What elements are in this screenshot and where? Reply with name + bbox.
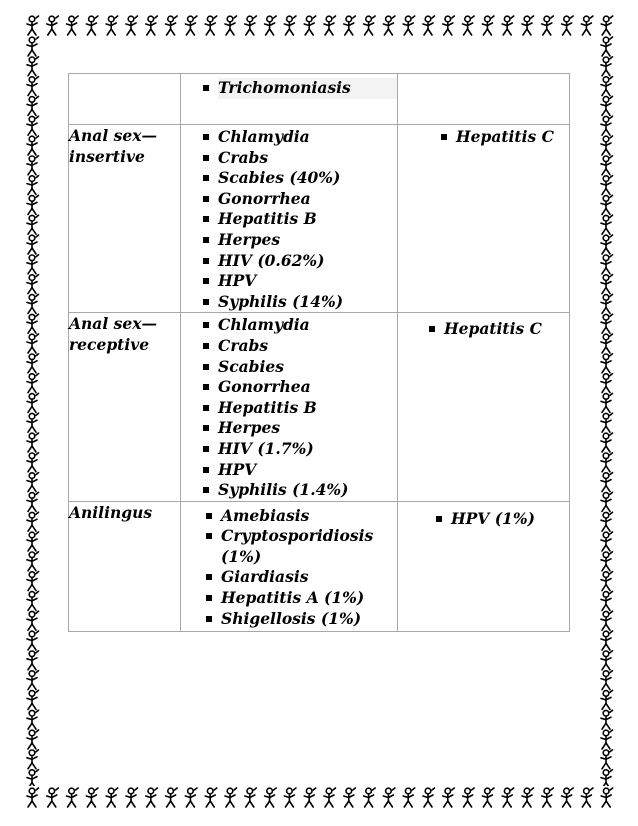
stick-figure-icon <box>601 334 613 353</box>
sti-risk-table <box>68 73 570 632</box>
stick-figure-icon <box>601 136 613 155</box>
stick-figure-icon <box>522 16 534 35</box>
stick-figure-icon <box>482 788 494 807</box>
stick-figure-icon <box>601 433 613 452</box>
stick-figure-icon <box>205 788 217 807</box>
stick-figure-icon <box>502 788 514 807</box>
activity-cell <box>69 74 181 125</box>
stick-figure-icon <box>27 393 39 412</box>
stick-figure-icon <box>463 16 475 35</box>
stick-figure-icon <box>27 453 39 472</box>
stick-figure-icon <box>522 788 534 807</box>
stick-figure-icon <box>284 788 296 807</box>
table-row <box>69 74 570 125</box>
stick-figure-icon <box>601 314 613 333</box>
stick-figure-icon <box>304 788 316 807</box>
stick-figure-icon <box>27 690 39 709</box>
diseases-cell <box>181 74 398 125</box>
stick-figure-icon <box>126 788 138 807</box>
stick-figure-icon <box>27 492 39 511</box>
stick-figure-icon <box>27 16 39 35</box>
stick-figure-icon <box>324 788 336 807</box>
page-border-bottom <box>22 786 616 808</box>
stick-figure-icon <box>265 788 277 807</box>
stick-figure-icon <box>27 473 39 492</box>
diseases-cell <box>181 501 398 631</box>
stick-figure-icon <box>542 788 554 807</box>
list-item: Syphilis (14%) <box>218 292 397 313</box>
stick-figure-icon <box>423 16 435 35</box>
activity-cell: Anilingus <box>69 501 181 631</box>
stick-figure-icon <box>27 374 39 393</box>
stick-figure-icon <box>601 413 613 432</box>
list-item: Giardiasis <box>221 567 397 588</box>
stick-figure-icon <box>562 788 574 807</box>
stick-figure-icon <box>601 591 613 610</box>
stick-figure-icon <box>27 275 39 294</box>
stick-figure-icon <box>601 492 613 511</box>
stick-figure-icon <box>581 788 593 807</box>
table-row <box>69 313 570 501</box>
other-diseases-cell <box>398 74 570 125</box>
page-border-left <box>22 36 42 786</box>
stick-figure-icon <box>601 671 613 690</box>
list-item: Hepatitis A (1%) <box>221 588 397 609</box>
stick-figure-icon <box>27 116 39 135</box>
list-item: Herpes <box>218 418 397 439</box>
stick-figure-icon <box>27 532 39 551</box>
stick-figure-icon <box>601 156 613 175</box>
stick-figure-icon <box>601 453 613 472</box>
stick-figure-icon <box>185 788 197 807</box>
stick-figure-icon <box>27 710 39 729</box>
list-item: Syphilis (1.4%) <box>218 480 397 501</box>
stick-figure-icon <box>344 16 356 35</box>
list-item: Crabs <box>218 148 397 169</box>
stick-figure-icon <box>463 788 475 807</box>
stick-figure-icon <box>27 631 39 650</box>
stick-figure-icon <box>265 16 277 35</box>
stick-figure-icon <box>27 37 39 56</box>
stick-figure-icon <box>601 354 613 373</box>
stick-figure-icon <box>86 788 98 807</box>
stick-figure-icon <box>542 16 554 35</box>
stick-figure-icon <box>225 16 237 35</box>
list-item: Amebiasis <box>221 506 397 527</box>
stick-figure-icon <box>383 16 395 35</box>
list-item: Hepatitis C <box>456 127 569 148</box>
stick-figure-icon <box>27 512 39 531</box>
list-item: HIV (1.7%) <box>218 439 397 460</box>
stick-figure-icon <box>601 690 613 709</box>
stick-figure-icon <box>601 57 613 76</box>
stick-figure-icon <box>126 16 138 35</box>
other-diseases-cell <box>398 501 570 631</box>
stick-figure-icon <box>423 788 435 807</box>
stick-figure-icon <box>47 788 59 807</box>
stick-figure-icon <box>106 788 118 807</box>
stick-figure-icon <box>403 16 415 35</box>
activity-cell: Anal sex—insertive <box>69 125 181 313</box>
page-border-right <box>596 36 616 786</box>
stick-figure-icon <box>166 16 178 35</box>
stick-figure-icon <box>601 532 613 551</box>
table-row <box>69 501 570 631</box>
list-item: HPV (1%) <box>451 509 569 530</box>
table-row <box>69 125 570 313</box>
stick-figure-icon <box>27 611 39 630</box>
other-diseases-cell <box>398 125 570 313</box>
stick-figure-icon <box>601 374 613 393</box>
stick-figure-icon <box>562 16 574 35</box>
stick-figure-icon <box>601 710 613 729</box>
stick-figure-icon <box>601 552 613 571</box>
stick-figure-icon <box>601 96 613 115</box>
other-diseases-cell <box>398 313 570 501</box>
stick-figure-icon <box>482 16 494 35</box>
diseases-cell <box>181 125 398 313</box>
stick-figure-icon <box>581 16 593 35</box>
stick-figure-icon <box>146 16 158 35</box>
stick-figure-icon <box>601 77 613 96</box>
stick-figure-icon <box>601 788 613 807</box>
stick-figure-icon <box>601 116 613 135</box>
stick-figure-icon <box>27 96 39 115</box>
stick-figure-icon <box>27 57 39 76</box>
activity-cell: Anal sex—receptive <box>69 313 181 501</box>
stick-figure-icon <box>27 156 39 175</box>
list-item: Scabies (40%) <box>218 168 397 189</box>
stick-figure-icon <box>27 750 39 769</box>
stick-figure-icon <box>601 651 613 670</box>
list-item: Crabs <box>218 336 397 357</box>
stick-figure-icon <box>601 294 613 313</box>
stick-figure-icon <box>27 770 39 786</box>
stick-figure-icon <box>27 294 39 313</box>
stick-figure-icon <box>27 354 39 373</box>
stick-figure-icon <box>27 413 39 432</box>
stick-figure-icon <box>245 16 256 35</box>
stick-figure-icon <box>27 572 39 591</box>
stick-figure-icon <box>106 16 118 35</box>
list-item: HPV <box>218 460 397 481</box>
list-item: HPV <box>218 271 397 292</box>
stick-figure-icon <box>364 788 376 807</box>
stick-figure-icon <box>185 16 197 35</box>
stick-figure-icon <box>601 631 613 650</box>
stick-figure-icon <box>67 788 79 807</box>
stick-figure-icon <box>601 255 613 274</box>
stick-figure-icon <box>601 473 613 492</box>
stick-figure-icon <box>601 611 613 630</box>
list-item: Hepatitis C <box>444 319 569 340</box>
stick-figure-icon <box>245 788 256 807</box>
stick-figure-icon <box>601 16 613 35</box>
stick-figure-icon <box>27 671 39 690</box>
stick-figure-icon <box>27 651 39 670</box>
stick-figure-icon <box>27 136 39 155</box>
stick-figure-icon <box>86 16 98 35</box>
stick-figure-icon <box>403 788 415 807</box>
stick-figure-icon <box>27 591 39 610</box>
stick-figure-icon <box>27 552 39 571</box>
stick-figure-icon <box>601 176 613 195</box>
stick-figure-icon <box>601 195 613 214</box>
stick-figure-icon <box>166 788 178 807</box>
diseases-cell <box>181 313 398 501</box>
list-item: Hepatitis B <box>218 209 397 230</box>
stick-figure-icon <box>324 16 336 35</box>
stick-figure-icon <box>67 16 79 35</box>
stick-figure-icon <box>364 16 376 35</box>
stick-figure-icon <box>601 770 613 786</box>
stick-figure-icon <box>601 393 613 412</box>
list-item: Chlamydia <box>218 127 397 148</box>
stick-figure-icon <box>27 314 39 333</box>
stick-figure-icon <box>443 16 455 35</box>
stick-figure-icon <box>27 433 39 452</box>
list-item: Herpes <box>218 230 397 251</box>
stick-figure-icon <box>443 788 455 807</box>
stick-figure-icon <box>284 16 296 35</box>
stick-figure-icon <box>601 215 613 234</box>
page-border-top <box>22 14 616 36</box>
stick-figure-icon <box>27 215 39 234</box>
stick-figure-icon <box>27 255 39 274</box>
list-item: Hepatitis B <box>218 398 397 419</box>
stick-figure-icon <box>601 37 613 56</box>
stick-figure-icon <box>601 572 613 591</box>
stick-figure-icon <box>27 730 39 749</box>
stick-figure-icon <box>601 275 613 294</box>
stick-figure-icon <box>502 16 514 35</box>
stick-figure-icon <box>146 788 158 807</box>
stick-figure-icon <box>27 195 39 214</box>
list-item: HIV (0.62%) <box>218 251 397 272</box>
stick-figure-icon <box>601 730 613 749</box>
list-item: Scabies <box>218 357 397 378</box>
stick-figure-icon <box>383 788 395 807</box>
list-item: Cryptosporidiosis (1%) <box>221 526 397 567</box>
stick-figure-icon <box>225 788 237 807</box>
list-item: Gonorrhea <box>218 189 397 210</box>
list-item: Gonorrhea <box>218 377 397 398</box>
stick-figure-icon <box>304 16 316 35</box>
list-item: Chlamydia <box>218 315 397 336</box>
list-item: Trichomoniasis <box>218 78 397 99</box>
stick-figure-icon <box>27 334 39 353</box>
stick-figure-icon <box>27 235 39 254</box>
stick-figure-icon <box>601 512 613 531</box>
stick-figure-icon <box>601 750 613 769</box>
stick-figure-icon <box>205 16 217 35</box>
stick-figure-icon <box>27 176 39 195</box>
stick-figure-icon <box>27 77 39 96</box>
stick-figure-icon <box>27 788 39 807</box>
list-item: Shigellosis (1%) <box>221 609 397 630</box>
stick-figure-icon <box>344 788 356 807</box>
stick-figure-icon <box>601 235 613 254</box>
stick-figure-icon <box>47 16 59 35</box>
